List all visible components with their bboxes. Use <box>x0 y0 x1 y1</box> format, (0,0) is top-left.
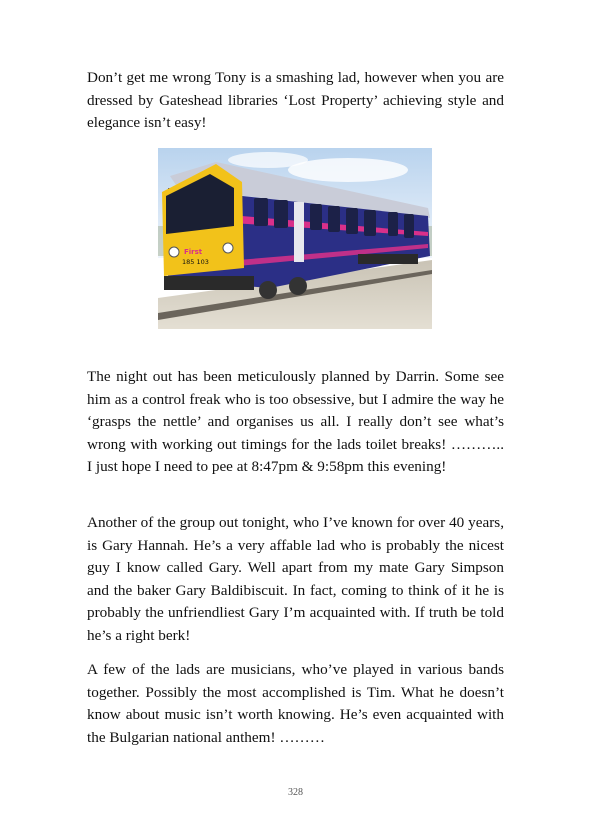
paragraph-2: The night out has been meticulously planned by Darrin. Some see him as a control freak who is too obsessive, but I admire the way he ‘grasps the nettle’ and organises us all. I really don’t see what’s wrong with working out timings for the lads toilet breaks! ……….. I just hope I need to pee at 8:47pm & 9:58pm this evening! <box>87 368 504 476</box>
headlight-icon <box>169 247 179 257</box>
wheel-icon <box>289 277 307 295</box>
train-illustration <box>158 148 432 329</box>
unit-number: 185 103 <box>182 258 209 266</box>
train-photo <box>158 148 432 329</box>
headlight-icon <box>223 243 233 253</box>
paragraph-4: A few of the lads are musicians, who’ve played in various bands together. Possibly the most accomplished is Tim. What he doesn’t know about music isn’t worth knowing. He’s even acquainted with the Bulgarian national anthem! ……… <box>87 661 504 746</box>
paragraph-1: Don’t get me wrong Tony is a smashing lad, however when you are dressed by Gateshead libraries ‘Lost Property’ achieving style and elegance isn’t easy! <box>87 69 504 132</box>
door <box>294 202 304 262</box>
cloud <box>228 152 308 168</box>
paragraph-3: Another of the group out tonight, who I’ve known for over 40 years, is Gary Hannah. He’s a very affable lad who is probably the nicest guy I know called Gary. Well apart from my mate Gary Simpson and the baker Gary Baldibiscuit. In fact, coming to think of it he is probably the unfriendliest Gary I’m acquainted with. If truth be told he’s a right berk! <box>87 514 504 644</box>
wheel-icon <box>259 281 277 299</box>
bogie-rear <box>358 254 418 264</box>
brand-text: First <box>184 248 203 256</box>
page-number: 328 <box>288 787 303 798</box>
bogie <box>164 276 254 290</box>
